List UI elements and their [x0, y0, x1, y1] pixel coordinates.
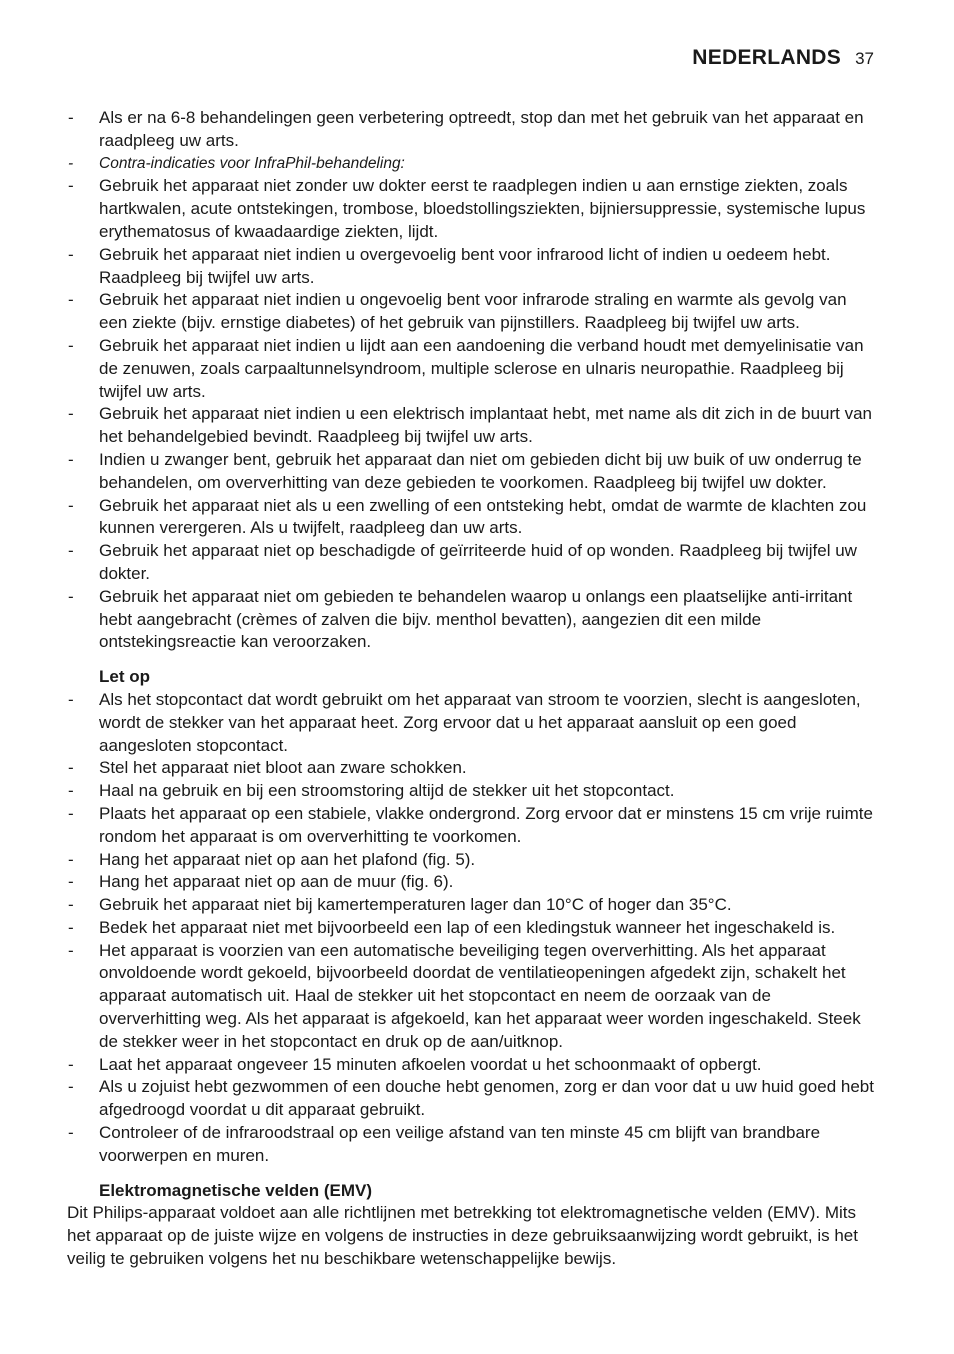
list-item: - Gebruik het apparaat niet indien u ongevoelig bent voor infrarode straling en warmte als gevolg van een ziekte (bijv. ernstige diabetes) of het gebruik van pijnstillers. Raadpleeg bij twijfel uw arts. — [67, 289, 877, 335]
list-item: - Laat het apparaat ongeveer 15 minuten afkoelen voordat u het schoonmaakt of opbergt. — [67, 1054, 877, 1077]
caution-list — [67, 689, 877, 1168]
list-item: - Indien u zwanger bent, gebruik het apparaat dan niet om gebieden dicht bij uw buik of uw onderrug te behandelen, om oververhitting van deze gebieden te voorkomen. Raadpleeg bij twijfel uw dokter. — [67, 449, 877, 495]
list-item: - Als u zojuist hebt gezwommen of een douche hebt genomen, zorg er dan voor dat u uw huid goed hebt afgedroogd voordat u dit apparaat gebruikt. — [67, 1076, 877, 1122]
list-item: - Gebruik het apparaat niet indien u overgevoelig bent voor infrarood licht of indien u oedeem hebt. Raadpleeg bij twijfel uw arts. — [67, 244, 877, 290]
list-item: - Gebruik het apparaat niet bij kamertemperaturen lager dan 10°C of hoger dan 35°C. — [67, 894, 877, 917]
list-item: - Gebruik het apparaat niet indien u lijdt aan een aandoening die verband houdt met demyelinisatie van de zenuwen, zoals carpaaltunnelsyndroom, multiple sclerose en ulnaris neuropathie. Raadpleeg bij twijfel uw arts. — [67, 335, 877, 403]
list-item: - Het apparaat is voorzien van een automatische beveiliging tegen oververhitting. Als het apparaat onvoldoende wordt gekoeld, bijvoorbeeld doordat de ventilatieopeningen afgedekt zijn, schakelt het apparaat automatisch uit. Haal de stekker uit het stopcontact en neem de oorzaak van de oververhitting weg. Als het apparaat is afgekoeld, kan het apparaat weer worden ingeschakeld. Steek de stekker weer in het stopcontact en druk op de aan/uitknop. — [67, 940, 877, 1054]
list-item: - Gebruik het apparaat niet als u een zwelling of een ontsteking hebt, omdat de warmte de klachten zou kunnen verergeren. Als u twijfelt, raadpleeg dan uw arts. — [67, 495, 877, 541]
document-body — [67, 107, 877, 1271]
list-item: - Plaats het apparaat op een stabiele, vlakke ondergrond. Zorg ervoor dat er minstens 15 cm vrije ruimte rondom het apparaat is om oververhitting te voorkomen. — [67, 803, 877, 849]
page-number: 37 — [855, 49, 874, 68]
list-item: - Gebruik het apparaat niet zonder uw dokter eerst te raadplegen indien u aan ernstige ziekten, zoals hartkwalen, acute ontstekingen, trombose, bloedstollingsziekten, bijniersuppressie, systemische lupus erythematosus of kwaadaardige ziekten, lijdt. — [67, 175, 877, 243]
list-item: - Gebruik het apparaat niet om gebieden te behandelen waarop u onlangs een plaatselijke anti-irritant hebt aangebracht (crèmes of zalven die bijv. menthol bevatten), aangezien dit een milde ontstekingsreactie kan veroorzaken. — [67, 586, 877, 654]
list-item: - Hang het apparaat niet op aan het plafond (fig. 5). — [67, 849, 877, 872]
contraindications-list — [67, 107, 877, 654]
emv-paragraph: Dit Philips-apparaat voldoet aan alle richtlijnen met betrekking tot elektromagnetische velden (EMV). Mits het apparaat op de juiste wijze en volgens de instructies in deze gebruiksaanwijzing wordt gebruikt, is het veilig te gebruiken volgens het nu beschikbare wetenschappelijke bewijs. — [67, 1203, 858, 1269]
section-heading-let-op: Let op — [99, 667, 150, 687]
list-item: - Als er na 6-8 behandelingen geen verbetering optreedt, stop dan met het gebruik van het apparaat en raadpleeg uw arts. — [67, 107, 877, 153]
section-heading-emv: Elektromagnetische velden (EMV) — [99, 1180, 373, 1200]
list-item-subheading: - Contra-indicaties voor InfraPhil-behandeling: — [67, 153, 877, 176]
list-item: - Gebruik het apparaat niet indien u een elektrisch implantaat hebt, met name als dit zich in de buurt van het behandelgebied bevindt. Raadpleeg bij twijfel uw arts. — [67, 403, 877, 449]
list-item: - Haal na gebruik en bij een stroomstoring altijd de stekker uit het stopcontact. — [67, 780, 877, 803]
list-item: - Controleer of de infraroodstraal op een veilige afstand van ten minste 45 cm blijft van brandbare voorwerpen en muren. — [67, 1122, 877, 1168]
list-item: - Hang het apparaat niet op aan de muur (fig. 6). — [67, 871, 877, 894]
list-item: - Stel het apparaat niet bloot aan zware schokken. — [67, 757, 877, 780]
list-item: - Gebruik het apparaat niet op beschadigde of geïrriteerde huid of op wonden. Raadpleeg bij twijfel uw dokter. — [67, 540, 877, 586]
page-header — [692, 46, 874, 70]
list-item: - Als het stopcontact dat wordt gebruikt om het apparaat van stroom te voorzien, slecht is aangesloten, wordt de stekker van het apparaat heet. Zorg ervoor dat u het apparaat aansluit op een goed aangesloten stopcontact. — [67, 689, 877, 757]
language-label: NEDERLANDS — [692, 46, 842, 69]
list-item: - Bedek het apparaat niet met bijvoorbeeld een lap of een kledingstuk wanneer het ingeschakeld is. — [67, 917, 877, 940]
